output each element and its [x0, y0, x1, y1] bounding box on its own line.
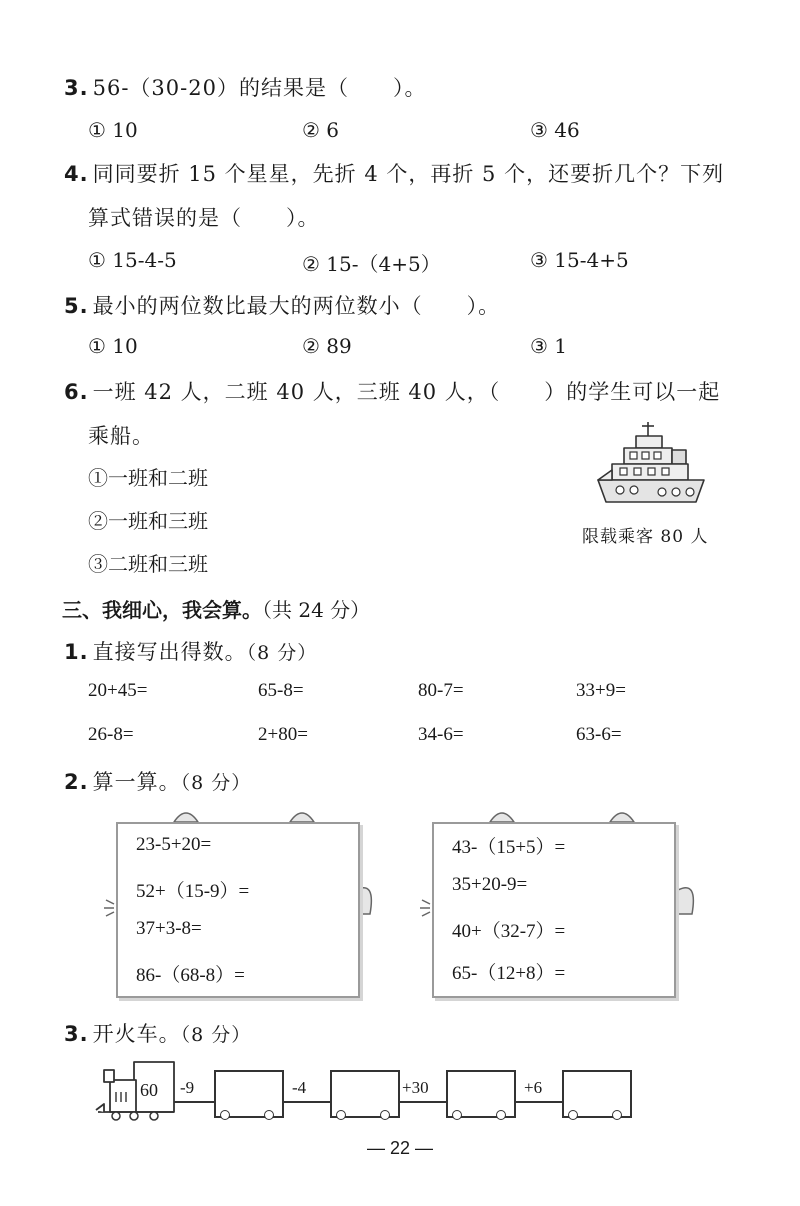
train-operation: +30 — [402, 1078, 429, 1097]
question-points: （8 分） — [180, 772, 252, 794]
wheel-icon — [568, 1110, 578, 1120]
question-number: 6. — [64, 380, 89, 404]
train-connector — [282, 1101, 330, 1103]
wheel-icon — [452, 1110, 462, 1120]
question-text-continued: 算式错误的是（ ）。 — [88, 206, 320, 230]
calc-item: 34-6= — [418, 724, 464, 745]
train-connector — [514, 1101, 562, 1103]
question-text: 算一算。 — [92, 770, 181, 794]
calc-item: 86-（68-8）= — [136, 965, 245, 986]
question-number: 3. — [64, 1022, 89, 1046]
question-text-continued: 乘船。 — [88, 424, 154, 448]
option: ② 6 — [302, 118, 340, 142]
question-text: 直接写出得数。 — [92, 640, 247, 664]
calc-item: 63-6= — [576, 724, 622, 745]
calc-item: 43-（15+5）= — [452, 837, 566, 858]
question-3 — [64, 72, 426, 102]
train-operation: +6 — [524, 1078, 543, 1097]
boat-illustration — [592, 418, 712, 510]
train-connector — [174, 1101, 214, 1103]
subquestion-3 — [64, 1018, 251, 1048]
question-number: 5. — [64, 294, 89, 318]
question-points: （8 分） — [246, 642, 318, 664]
calc-item: 2+80= — [258, 724, 308, 745]
section-title-text: 三、我细心，我会算。 — [62, 598, 262, 622]
calc-item: 65-（12+8）= — [452, 963, 566, 984]
question-text: 开火车。 — [92, 1022, 181, 1046]
calc-item: 80-7= — [418, 680, 464, 701]
question-text: 一班 42 人，二班 40 人，三班 40 人，（ ）的学生可以一起 — [92, 380, 721, 404]
calc-card-right — [432, 822, 676, 998]
page-number: — 22 — — [366, 1138, 434, 1158]
train-start-value: 60 — [140, 1080, 158, 1100]
wheel-icon — [380, 1110, 390, 1120]
calc-item: 65-8= — [258, 680, 304, 701]
option: ①一班和二班 — [88, 466, 208, 490]
question-number: 3. — [64, 76, 89, 100]
train-operation: -9 — [180, 1078, 195, 1097]
boat-caption: 限载乘客 80 人 — [582, 527, 709, 547]
question-number: 4. — [64, 162, 89, 186]
option: ②一班和三班 — [88, 509, 208, 533]
wheel-icon — [336, 1110, 346, 1120]
option: ③ 15-4+5 — [530, 248, 629, 272]
train-connector — [398, 1101, 446, 1103]
option: ① 10 — [88, 334, 138, 358]
calc-item: 52+（15-9）= — [136, 881, 250, 902]
calc-item: 26-8= — [88, 724, 134, 745]
option: ② 15-（4+5） — [302, 252, 441, 276]
question-4 — [64, 158, 724, 188]
question-points: （8 分） — [180, 1024, 252, 1046]
wheel-icon — [496, 1110, 506, 1120]
question-text: 最小的两位数比最大的两位数小（ ）。 — [92, 294, 501, 318]
train-engine-icon — [94, 1060, 184, 1122]
option: ② 89 — [302, 334, 352, 358]
calc-item: 20+45= — [88, 680, 148, 701]
option: ③二班和三班 — [88, 552, 208, 576]
option: ① 10 — [88, 118, 138, 142]
calc-item: 37+3-8= — [136, 918, 202, 939]
option: ③ 1 — [530, 334, 568, 358]
question-text: 56-（30-20）的结果是（ ）。 — [92, 76, 427, 100]
section-points: （共 24 分） — [262, 598, 371, 622]
section-title — [62, 594, 370, 623]
question-number: 2. — [64, 770, 89, 794]
calc-item: 33+9= — [576, 680, 626, 701]
calc-item: 35+20-9= — [452, 874, 528, 895]
question-5 — [64, 290, 500, 320]
subquestion-2 — [64, 766, 251, 796]
wheel-icon — [612, 1110, 622, 1120]
question-6 — [64, 376, 720, 406]
option: ① 15-4-5 — [88, 248, 177, 272]
calc-card-left — [116, 822, 360, 998]
subquestion-1 — [64, 636, 317, 666]
calc-item: 23-5+20= — [136, 834, 212, 855]
wheel-icon — [264, 1110, 274, 1120]
train-operation: -4 — [292, 1078, 307, 1097]
wheel-icon — [220, 1110, 230, 1120]
question-number: 1. — [64, 640, 89, 664]
calc-item: 40+（32-7）= — [452, 921, 566, 942]
option: ③ 46 — [530, 118, 580, 142]
question-text: 同同要折 15 个星星，先折 4 个，再折 5 个，还要折几个？下列 — [92, 162, 725, 186]
